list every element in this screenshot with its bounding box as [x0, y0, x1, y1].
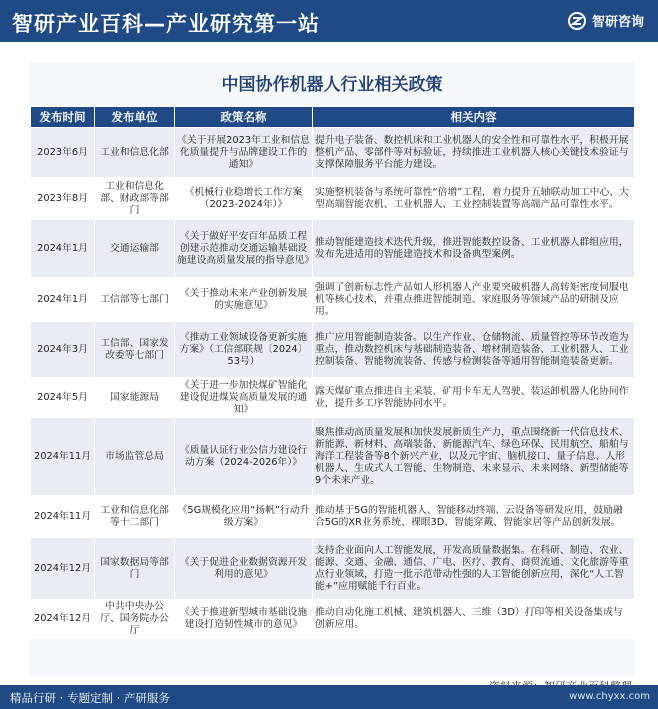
- cell-unit: 工信部、国家发改委等七部门: [95, 322, 175, 378]
- cell-date: 2023年6月: [31, 128, 95, 178]
- cell-content: 推广应用智能制造装备。以生产作业、仓储物流、质量管控等环节改造为重点，推动数控机床与基础制造装备、增材制造装备、工业机器人、工业控制装备、智能物流装备、传感与检测装备等通用智能制造装备更新。: [313, 322, 635, 378]
- footer-site-link[interactable]: www.chyxx.com: [569, 691, 650, 702]
- cell-policy-name: 《5G规模化应用“扬帆”行动升级方案》: [175, 496, 313, 538]
- cell-content: 提升电子装备、数控机床和工业机器人的安全性和可靠性水平，积极开展整机产品、零部件等对标验证，持续推进工业机器人核心关键技术验证与支撑保障服务平台能力建设。: [313, 128, 635, 178]
- cell-unit: 国家数据局等部门: [95, 538, 175, 600]
- cell-date: 2024年3月: [31, 322, 95, 378]
- cell-content: 推动自动化施工机械、建筑机器人、三维（3D）打印等相关设备集成与创新应用。: [313, 600, 635, 639]
- table-row: [31, 418, 635, 496]
- cell-policy-name: 《质量认证行业公信力建设行动方案（2024-2026年）》: [175, 418, 313, 496]
- zhiyan-logo-icon: [568, 12, 586, 30]
- cell-content: 强调了创新标志性产品如人形机器人产业要突破机器人高转矩密度伺服电机等核心技术，并重点推进智能制造、家庭服务等领域产品的研制及应用。: [313, 278, 635, 322]
- cell-unit: 工信部等七部门: [95, 278, 175, 322]
- cell-content: 推动基于5G的智能机器人、智能移动终端、云设备等研发应用，鼓励融合5G的XR业务系统、裸眼3D、智能穿戴、智能家居等产品创新发展。: [313, 496, 635, 538]
- cell-date: 2024年1月: [31, 220, 95, 278]
- cell-policy-name: 《关于推进新型城市基础设施建设打造韧性城市的意见》: [175, 600, 313, 639]
- footer-slogan: 精品行研 · 专题定制 · 产研服务: [10, 691, 170, 705]
- cell-policy-name: 《推动工业领域设备更新实施方案》（工信部联规〔2024〕53号）: [175, 322, 313, 378]
- cell-unit: 工业和信息化部等十二部门: [95, 496, 175, 538]
- policy-panel: [30, 62, 634, 676]
- column-header-unit: 发布单位: [95, 107, 175, 128]
- cell-unit: 工业和信息化部: [95, 128, 175, 178]
- cell-unit: 工业和信息化部、财政部等部门: [95, 178, 175, 220]
- cell-date: 2024年12月: [31, 538, 95, 600]
- cell-unit: 市场监管总局: [95, 418, 175, 496]
- table-title: 中国协作机器人行业相关政策: [221, 75, 443, 95]
- table-row: [31, 128, 635, 178]
- cell-policy-name: 《关于促进企业数据资源开发利用的意见》: [175, 538, 313, 600]
- cell-date: 2024年1月: [31, 278, 95, 322]
- table-row: [31, 600, 635, 639]
- table-row: [31, 220, 635, 278]
- cell-content: 支持企业面向人工智能发展，开发高质量数据集。在科研、制造、农业、能源、交通、金融、通信、广电、医疗、教育、商贸流通、文化旅游等重点行业领域，打造一批示范带动性强的人工智能创新应用，深化“人工智能+”应用赋能千行百业。: [313, 538, 635, 600]
- table-row: [31, 378, 635, 418]
- cell-policy-name: 《关于推动未来产业创新发展的实施意见》: [175, 278, 313, 322]
- cell-date: 2024年11月: [31, 496, 95, 538]
- table-row: [31, 322, 635, 378]
- policy-table: [30, 106, 635, 639]
- cell-policy-name: 《关于进一步加快煤矿智能化建设促进煤炭高质量发展的通知》: [175, 378, 313, 418]
- table-row: [31, 278, 635, 322]
- cell-content: 推动智能建造技术迭代升级，推进智能数控设备、工业机器人群组应用，发布先进适用的智能建造技术和设备典型案例。: [313, 220, 635, 278]
- cell-unit: 交通运输部: [95, 220, 175, 278]
- column-header-date: 发布时间: [31, 107, 95, 128]
- cell-date: 2024年5月: [31, 378, 95, 418]
- cell-content: 实施整机装备与系统可靠性“倍增”工程，着力提升五轴联动加工中心、大型高端智能农机、工业机器人、工业控制装置等高端产品可靠性水平。: [313, 178, 635, 220]
- cell-unit: 国家能源局: [95, 378, 175, 418]
- table-row: [31, 496, 635, 538]
- cell-unit: 中共中央办公厅、国务院办公厅: [95, 600, 175, 639]
- table-row: [31, 538, 635, 600]
- cell-date: 2024年11月: [31, 418, 95, 496]
- site-title: 智研产业百科—产业研究第一站: [12, 12, 320, 36]
- cell-content: 聚焦推动高质量发展和加快发展新质生产力，重点围绕新一代信息技术、新能源、新材料、高端装备、新能源汽车、绿色环保、民用航空、船舶与海洋工程装备等8个新兴产业，以及元宇宙、脑机接口、量子信息、人形机器人、生成式人工智能、生物制造、未来显示、未来网络、新型储能等9个未来产业。: [313, 418, 635, 496]
- brand[interactable]: [568, 11, 644, 30]
- brand-name: 智研咨询: [591, 15, 644, 30]
- column-header-name: 政策名称: [175, 107, 313, 128]
- cell-policy-name: 《关于开展2023年工业和信息化质量提升与品牌建设工作的通知》: [175, 128, 313, 178]
- bottom-banner: [0, 685, 658, 709]
- top-banner: [0, 0, 658, 42]
- cell-content: 露天煤矿重点推进自主采装、矿用卡车无人驾驶、装运卸机器人化协同作业，提升多工序智能协同水平。: [313, 378, 635, 418]
- table-header-row: [31, 107, 635, 128]
- table-row: [31, 178, 635, 220]
- cell-date: 2023年8月: [31, 178, 95, 220]
- cell-policy-name: 《机械行业稳增长工作方案（2023-2024年）》: [175, 178, 313, 220]
- column-header-content: 相关内容: [313, 107, 635, 128]
- cell-date: 2024年12月: [31, 600, 95, 639]
- cell-policy-name: 《关于做好平安百年品质工程创建示范推动交通运输基础设施建设高质量发展的指导意见》: [175, 220, 313, 278]
